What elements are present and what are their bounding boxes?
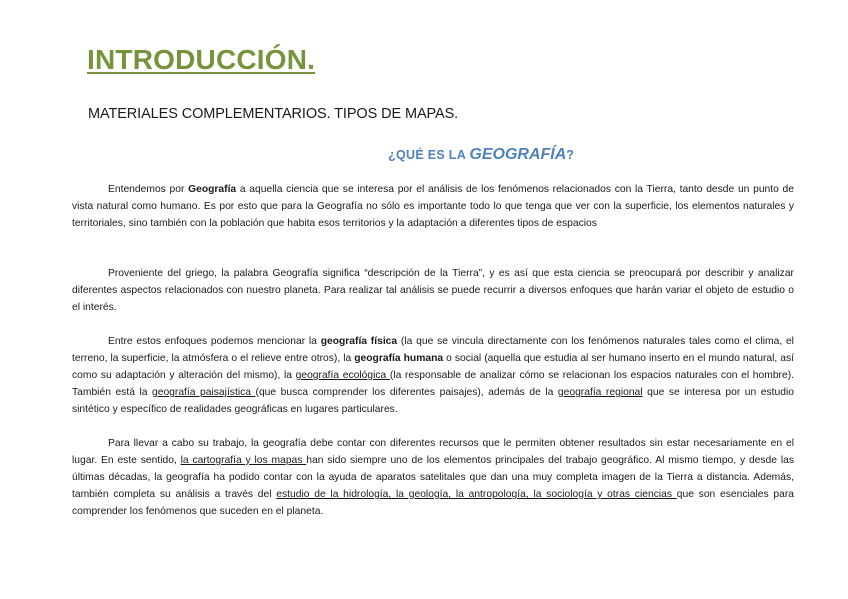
heading-prefix: ¿QUÉ ES LA [388, 148, 470, 162]
page-subtitle: MATERIALES COMPLEMENTARIOS. TIPOS DE MAPAS. [88, 106, 459, 122]
paragraph-definition [72, 181, 794, 232]
paragraph-resources [72, 435, 794, 520]
bold-term-geografia: Geografía [188, 184, 237, 195]
underlined-term-geografia-ecologica: geografía ecológica [295, 370, 390, 381]
text-run: (la responsable de analizar cómo se relacionan los espacios naturales con el hombre). También está la [72, 370, 795, 398]
underlined-term-geografia-paisajistica: geografía paisajística [152, 387, 256, 398]
text-run: Entre estos enfoques podemos mencionar la [108, 336, 321, 347]
section-heading [0, 146, 848, 164]
underlined-term-related-sciences: estudio de la hidrología, la geología, la antropología, la sociología y otras ciencias [276, 489, 677, 500]
bold-term-geografia-humana: geografía humana [354, 353, 444, 364]
text-run: o social (aquella que estudia al ser humano inserto en el mundo natural, así como su adaptación y alteración del mismo), la [72, 353, 795, 381]
text-run: que son esenciales para comprender los fenómenos que suceden en el planeta. [72, 489, 794, 517]
underlined-term-geografia-regional: geografía regional [557, 387, 643, 398]
heading-suffix: ? [566, 148, 574, 162]
bold-term-geografia-fisica: geografía física [320, 336, 398, 347]
paragraph-etymology [72, 265, 794, 316]
text-run: Para llevar a cabo su trabajo, la geografía debe contar con diferentes recursos que le permiten obtener resultados sin estar necesariamente en el lugar. En este sentido, [72, 438, 794, 466]
text-run: Entendemos por [108, 184, 189, 195]
text-run: han sido siempre uno de los elementos principales del trabajo geográfico. Al mismo tiempo, y desde las últimas décadas, la geografía ha podido contar con la ayuda de aparatos satelitales que dan una muy completa imagen de la Tierra a distancia. Además, también completa su análisis a través del [72, 455, 794, 500]
text-run: a aquella ciencia que se interesa por el análisis de los fenómenos relacionados con la Tierra, tanto desde un punto de vista natural como humano. Es por esto que para la Geografía no sólo es importante todo lo que tenga que ver con la superficie, los elementos naturales y territoriales, sino también con la población que habita esos territorios y la adaptación a diferentes tipos de espacios [72, 184, 794, 229]
underlined-term-cartografia: la cartografía y los mapas [180, 455, 307, 466]
text-run: Proveniente del griego, la palabra Geografía significa “descripción de la Tierra”, y es así que esta ciencia se preocupará por describir y analizar diferentes aspectos relacionados con nuestro planeta. Para realizar tal análisis se puede recurrir a diversos enfoques que harán variar el objeto de estudio o el interés. [72, 268, 794, 313]
text-run: (que busca comprender los diferentes paisajes), además de la [255, 387, 558, 398]
text-run: (la que se vincula directamente con los fenómenos naturales tales como el clima, el terreno, la superficie, la atmósfera o el relieve entre otros), la [72, 336, 794, 364]
text-run: que se interesa por un estudio sintético y específico de realidades geográficas en lugares particulares. [72, 387, 794, 415]
heading-keyword: GEOGRAFÍA [469, 146, 567, 163]
page-title: INTRODUCCIÓN. [87, 44, 316, 75]
paragraph-approaches [72, 333, 794, 418]
